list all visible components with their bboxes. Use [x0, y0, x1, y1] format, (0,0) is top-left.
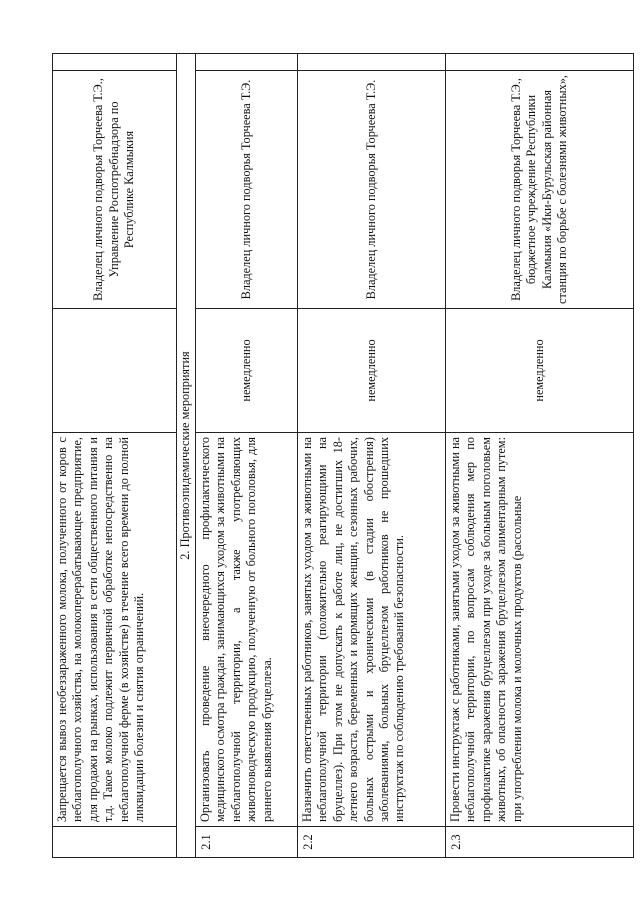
empty-cell: [298, 54, 446, 71]
measure-text: Запрещается вывоз необеззараженного молока, полученного от коров с неблагополучного хозяйства, на молокоперерабатывающее предприятие, для продажи на рынках, использования в сети общественного питания и т.д. Такое молоко подлежит первичной обработке непосредственно на неблагополучной ферме (в хозяйстве) в течение всего времени до полной ликвидации болезни и снятия ограничений.: [53, 433, 177, 827]
measure-responsible: Владелец личного подворья Торчеева Т.Э.: [298, 71, 446, 309]
table-row: [446, 54, 634, 858]
document-page: [52, 53, 612, 858]
table-row: [196, 54, 298, 858]
measure-text: Назначить ответственных работников, занятых уходом за животными на неблагополучной территории (положительно реагирующими на бруцеллез). При этом не допускать к работе лиц, не достигших 18-летнего возраста, беременных и кормящих женщин, сезонных рабочих, больных острыми и хроническими (в стадии обострения) заболеваниями, больных бруцеллезом работников не прошедших инструктаж по соблюдению требований безопасности.: [298, 433, 446, 827]
empty-cell: [196, 54, 298, 71]
row-number: 2.3: [446, 827, 634, 858]
measure-text: Провести инструктаж с работниками, занятыми уходом за животными на неблагополучной территории, по вопросам соблюдения мер по профилактике заражения бруцеллезом при уходе за больным поголовьем животных, об опасности заражения бруцеллезом алиментарным путем: при употреблении молока и молочных продуктов (рассольные: [446, 433, 634, 827]
measure-term: немедленно: [446, 309, 634, 433]
measure-responsible: Владелец личного подворья Торчеева Т.Э.: [196, 71, 298, 309]
row-number: 2.1: [196, 827, 298, 858]
row-number: 2.2: [298, 827, 446, 858]
measure-term: немедленно: [298, 309, 446, 433]
measure-responsible: Владелец личного подворья Торчеева Т.Э., бюджетное учреждение Республики Калмыкия «Ики-Бурульская районная станция по борьбе с болезнями животных»,: [446, 71, 634, 309]
table-row: [53, 54, 177, 858]
section-title: 2. Противоэпидемические мероприятия: [177, 54, 196, 858]
table-row: [298, 54, 446, 858]
section-header-row: [177, 54, 196, 858]
empty-cell: [53, 54, 177, 71]
measure-term: [53, 309, 177, 433]
measure-text: Организовать проведение внеочередного профилактического медицинского осмотра граждан, занимающихся уходом за животными на неблагополучной территории, а также употребляющих животноводческую продукцию, полученную от больного поголовья, для раннего выявления бруцеллеза.: [196, 433, 298, 827]
row-number: [53, 827, 177, 858]
measure-responsible: Владелец личного подворья Торчеева Т.Э., Управление Роспотребнадзора по Республике Калмыкия: [53, 71, 177, 309]
measures-table: [52, 53, 634, 858]
empty-cell: [446, 54, 634, 71]
measure-term: немедленно: [196, 309, 298, 433]
